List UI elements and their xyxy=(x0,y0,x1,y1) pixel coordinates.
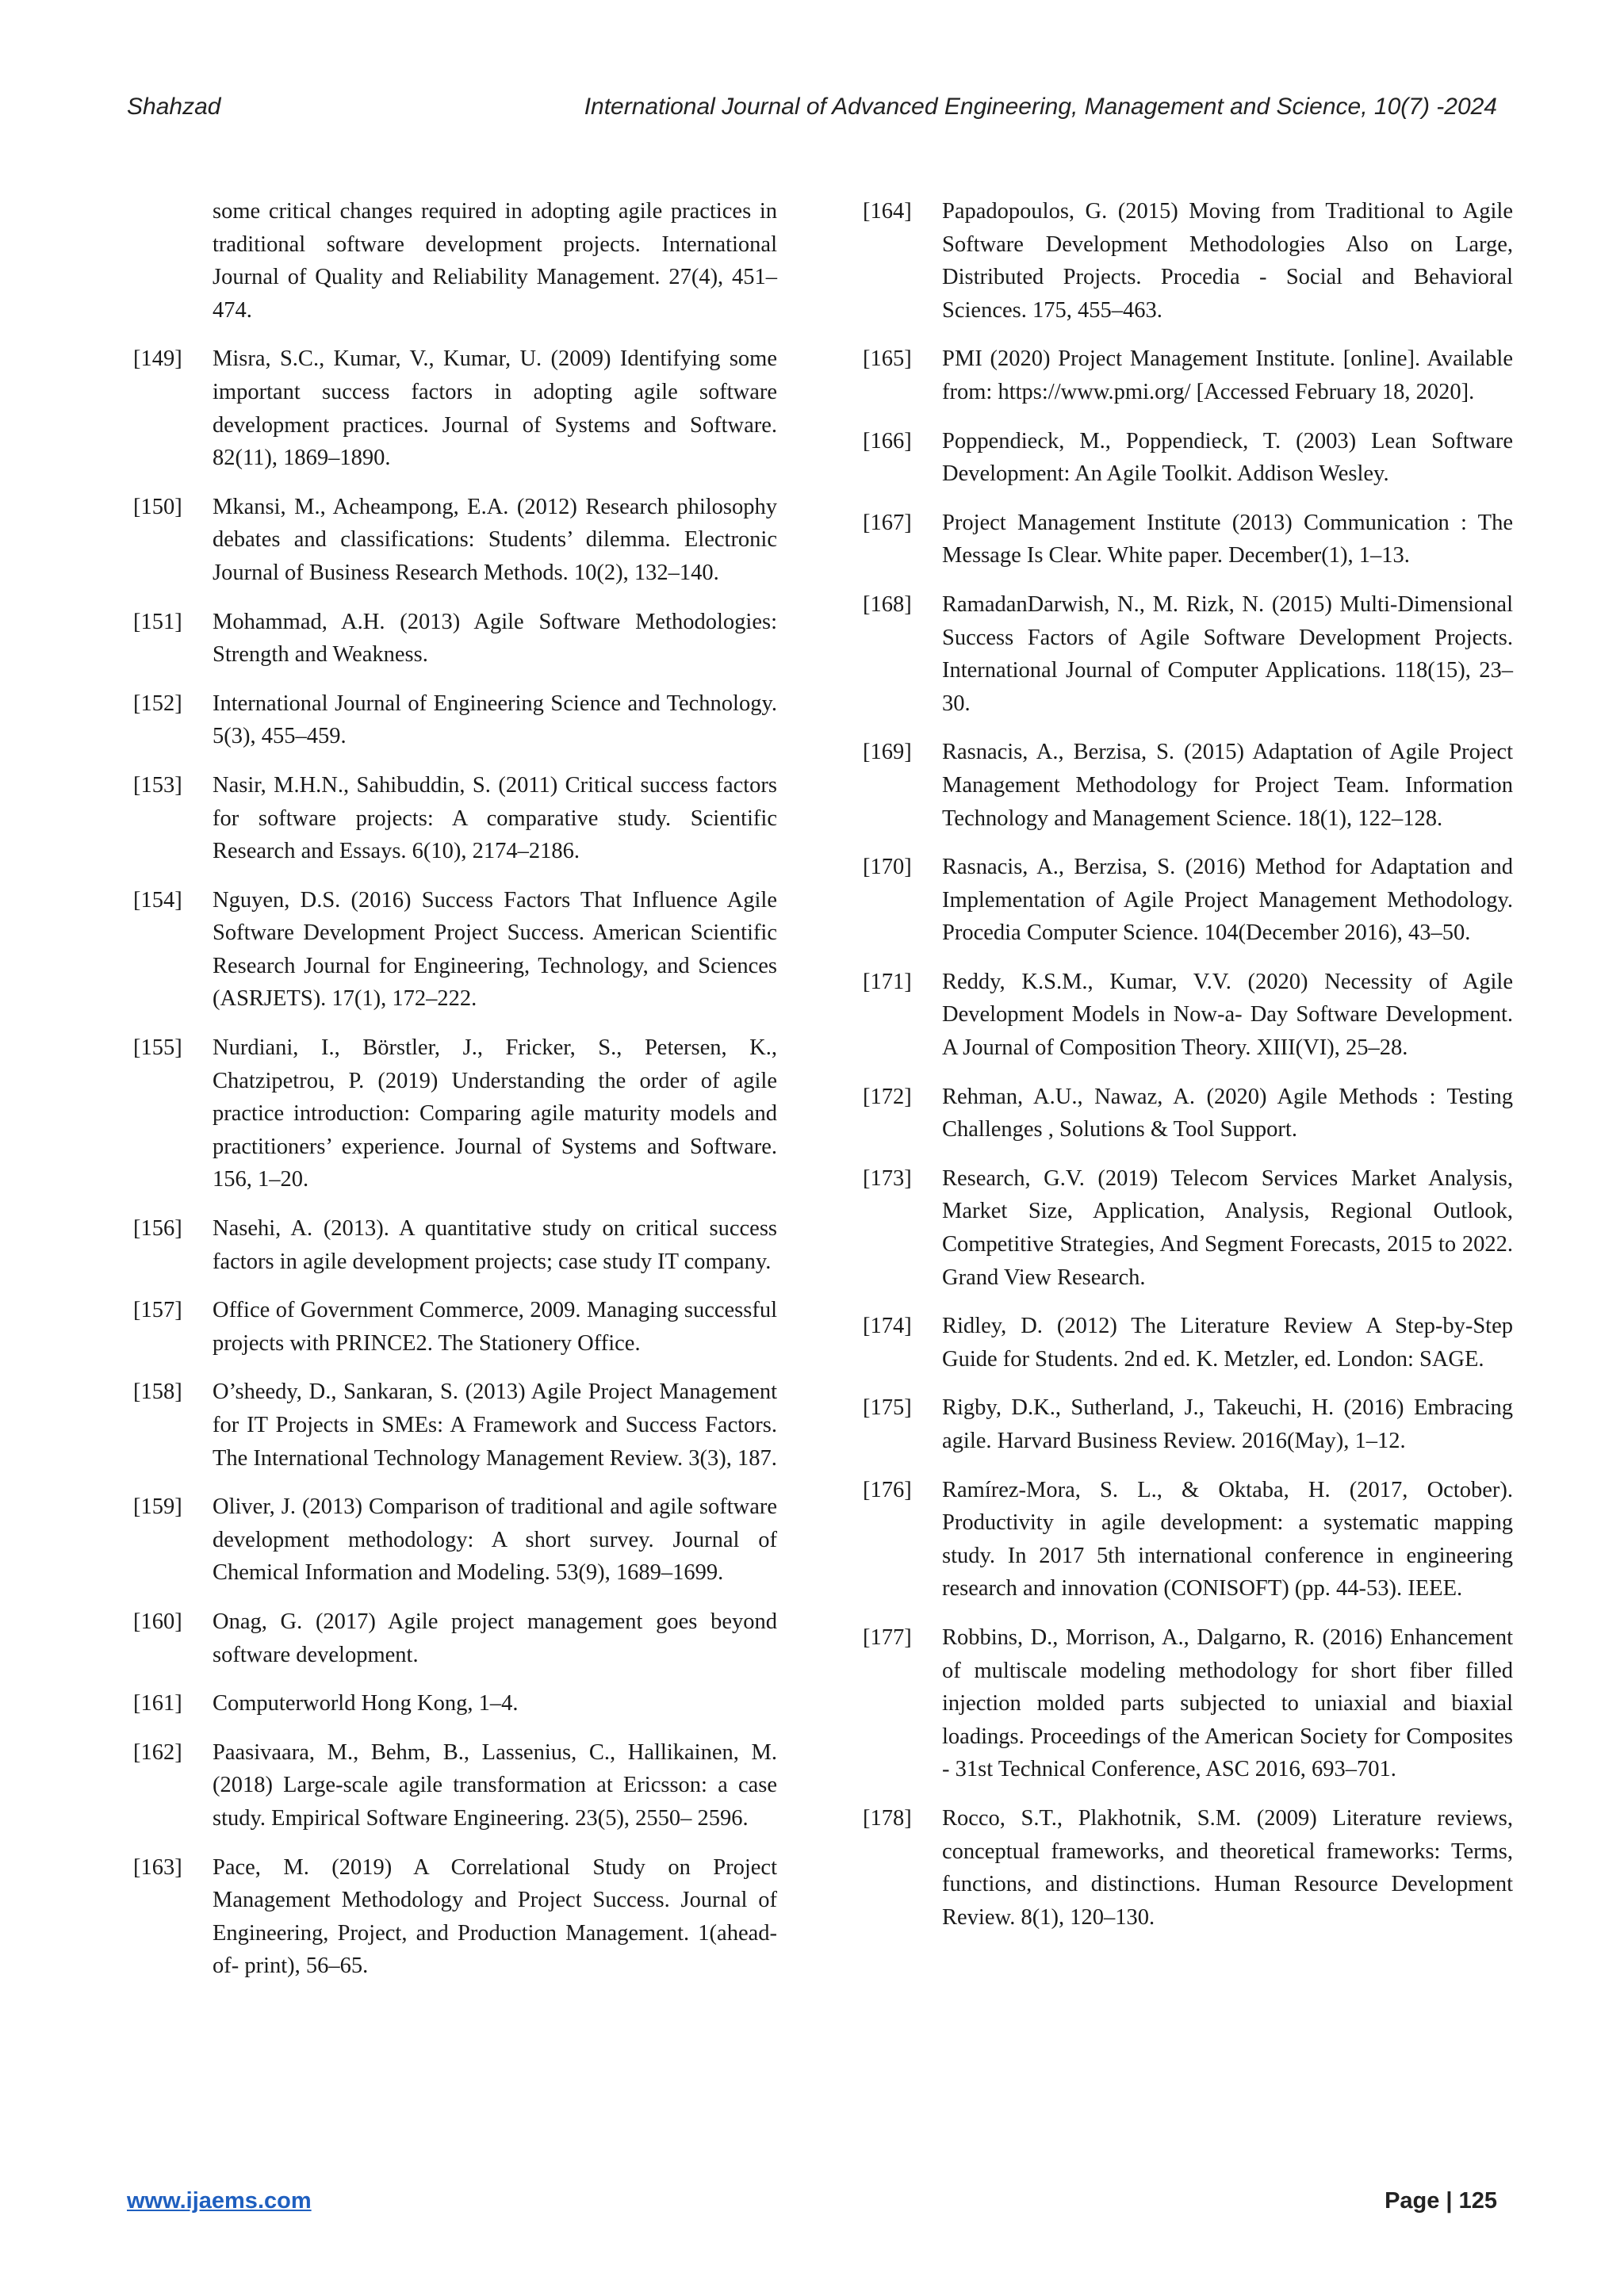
reference-text: Project Management Institute (2013) Communication : The Message Is Clear. White paper. December(1), 1–13. xyxy=(942,510,1513,568)
reference-entry xyxy=(213,195,777,327)
reference-entry xyxy=(863,1802,1513,1934)
reference-entry xyxy=(863,1621,1513,1786)
reference-entry xyxy=(863,1081,1513,1146)
reference-text: Paasivaara, M., Behm, B., Lassenius, C., Hallikainen, M. (2018) Large-scale agile transformation at Ericsson: a case study. Empirical Software Engineering. 23(5), 2550– 2596. xyxy=(213,1739,777,1831)
reference-number: [152] xyxy=(133,691,182,716)
reference-number: [159] xyxy=(133,1494,182,1520)
reference-entry xyxy=(133,687,777,753)
reference-entry xyxy=(133,606,777,672)
reference-text: Reddy, K.S.M., Kumar, V.V. (2020) Necessity of Agile Development Models in Now-a- Day Software Development. A Journal of Composition Theory. XIII(VI), 25–28. xyxy=(942,969,1513,1061)
reference-number: [157] xyxy=(133,1298,182,1323)
reference-number: [172] xyxy=(863,1084,912,1109)
reference-text: Robbins, D., Morrison, A., Dalgarno, R. (2016) Enhancement of multiscale modeling methodology for short fiber filled injection molded parts subjected to uniaxial and biaxial loadings. Proceedings of the American Society for Composites - 31st Technical Conference, ASC 2016, 693–701. xyxy=(942,1624,1513,1782)
references-right-column xyxy=(863,195,1513,1950)
reference-entry xyxy=(863,342,1513,408)
reference-entry xyxy=(133,1490,777,1590)
reference-text: Rocco, S.T., Plakhotnik, S.M. (2009) Literature reviews, conceptual frameworks, and theoretical frameworks: Terms, functions, and distinctions. Human Resource Development Review. 8(1), 120–130. xyxy=(942,1805,1513,1930)
reference-number: [176] xyxy=(863,1477,912,1502)
reference-text: Papadopoulos, G. (2015) Moving from Traditional to Agile Software Development Methodologies Also on Large, Distributed Projects. Procedia - Social and Behavioral Sciences. 175, 455–463. xyxy=(942,199,1513,323)
reference-text: Oliver, J. (2013) Comparison of traditional and agile software development methodology: A short survey. Journal of Chemical Information and Modeling. 53(9), 1689–1699. xyxy=(213,1494,777,1586)
reference-entry xyxy=(863,425,1513,491)
reference-number: [155] xyxy=(133,1035,182,1061)
reference-entry xyxy=(863,1391,1513,1457)
reference-number: [151] xyxy=(133,609,182,634)
reference-text: Misra, S.C., Kumar, V., Kumar, U. (2009) Identifying some important success factors in adopting agile software development practices. Journal of Systems and Software. 82(11), 1869–1890. xyxy=(213,346,777,471)
reference-number: [162] xyxy=(133,1739,182,1765)
reference-entry xyxy=(863,1162,1513,1294)
reference-entry xyxy=(133,1736,777,1835)
page-footer xyxy=(0,2188,1624,2228)
reference-entry xyxy=(133,1031,777,1196)
reference-entry xyxy=(863,1310,1513,1376)
page-header xyxy=(0,94,1624,133)
reference-text: Mkansi, M., Acheampong, E.A. (2012) Research philosophy debates and classifications: Students’ dilemma. Electronic Journal of Business Research Methods. 10(2), 132–140. xyxy=(213,494,777,585)
reference-entry xyxy=(133,342,777,474)
reference-entry xyxy=(863,1474,1513,1605)
reference-text: Poppendieck, M., Poppendieck, T. (2003) Lean Software Development: An Agile Toolkit. Addison Wesley. xyxy=(942,428,1513,487)
reference-number: [163] xyxy=(133,1854,182,1880)
reference-text: Rasnacis, A., Berzisa, S. (2016) Method for Adaptation and Implementation of Agile Project Management Methodology. Procedia Computer Science. 104(December 2016), 43–50. xyxy=(942,855,1513,946)
reference-text: some critical changes required in adopting agile practices in traditional software development projects. International Journal of Quality and Reliability Management. 27(4), 451–474. xyxy=(213,199,777,323)
header-author: Shahzad xyxy=(127,94,221,120)
reference-number: [154] xyxy=(133,887,182,913)
reference-number: [175] xyxy=(863,1395,912,1421)
reference-entry xyxy=(863,851,1513,950)
reference-entry xyxy=(133,1294,777,1360)
reference-entry xyxy=(133,1212,777,1278)
reference-entry xyxy=(133,491,777,590)
reference-text: Nasehi, A. (2013). A quantitative study on critical success factors in agile development projects; case study IT company. xyxy=(213,1216,777,1274)
reference-number: [149] xyxy=(133,346,182,372)
reference-text: Rigby, D.K., Sutherland, J., Takeuchi, H. (2016) Embracing agile. Harvard Business Review. 2016(May), 1–12. xyxy=(942,1395,1513,1453)
footer-website-link[interactable]: www.ijaems.com xyxy=(127,2188,312,2214)
reference-text: Ramírez-Mora, S. L., & Oktaba, H. (2017, October). Productivity in agile development: a systematic mapping study. In 2017 5th international conference in engineering research and innovation (CONISOFT) (pp. 44-53). IEEE. xyxy=(942,1477,1513,1601)
reference-text: PMI (2020) Project Management Institute. [online]. Available from: https://www.pmi.org/ [Accessed February 18, 2020]. xyxy=(942,346,1513,404)
reference-text: Pace, M. (2019) A Correlational Study on Project Management Methodology and Project Success. Journal of Engineering, Project, and Production Management. 1(ahead-of- print), 56–65. xyxy=(213,1854,777,1979)
reference-number: [173] xyxy=(863,1165,912,1191)
reference-number: [174] xyxy=(863,1314,912,1339)
reference-entry xyxy=(133,884,777,1016)
reference-entry xyxy=(863,966,1513,1065)
reference-text: Rehman, A.U., Nawaz, A. (2020) Agile Methods : Testing Challenges , Solutions & Tool Support. xyxy=(942,1084,1513,1142)
reference-text: Research, G.V. (2019) Telecom Services Market Analysis, Market Size, Application, Analysis, Regional Outlook, Competitive Strategies, And Segment Forecasts, 2015 to 2022. Grand View Research. xyxy=(942,1165,1513,1290)
reference-entry xyxy=(863,736,1513,835)
reference-number: [168] xyxy=(863,591,912,617)
reference-text: RamadanDarwish, N., M. Rizk, N. (2015) Multi-Dimensional Success Factors of Agile Software Development Projects. International Journal of Computer Applications. 118(15), 23–30. xyxy=(942,591,1513,716)
reference-number: [178] xyxy=(863,1805,912,1831)
reference-number: [167] xyxy=(863,510,912,535)
reference-text: Office of Government Commerce, 2009. Managing successful projects with PRINCE2. The Stationery Office. xyxy=(213,1298,777,1356)
reference-number: [164] xyxy=(863,199,912,224)
reference-entry xyxy=(133,1851,777,1983)
reference-entry xyxy=(133,1605,777,1671)
reference-text: Nasir, M.H.N., Sahibuddin, S. (2011) Critical success factors for software projects: A comparative study. Scientific Research and Essays. 6(10), 2174–2186. xyxy=(213,772,777,864)
reference-text: International Journal of Engineering Science and Technology. 5(3), 455–459. xyxy=(213,691,777,749)
reference-number: [160] xyxy=(133,1609,182,1634)
reference-entry xyxy=(863,588,1513,720)
reference-text: Nurdiani, I., Börstler, J., Fricker, S., Petersen, K., Chatzipetrou, P. (2019) Understanding the order of agile practice introduction: Comparing agile maturity models and practitioners’ experience. Journal of Systems and Software. 156, 1–20. xyxy=(213,1035,777,1192)
reference-number: [166] xyxy=(863,428,912,453)
reference-number: [170] xyxy=(863,855,912,880)
reference-entry xyxy=(133,1687,777,1720)
references-left-column xyxy=(133,195,777,1999)
reference-number: [158] xyxy=(133,1380,182,1405)
reference-text: Ridley, D. (2012) The Literature Review A Step-by-Step Guide for Students. 2nd ed. K. Metzler, ed. London: SAGE. xyxy=(942,1314,1513,1372)
reference-entry xyxy=(863,195,1513,327)
reference-text: Nguyen, D.S. (2016) Success Factors That Influence Agile Software Development Project Success. American Scientific Research Journal for Engineering, Technology, and Sciences (ASRJETS). 17(1), 172–222. xyxy=(213,887,777,1012)
reference-number: [177] xyxy=(863,1624,912,1650)
reference-text: Computerworld Hong Kong, 1–4. xyxy=(213,1691,519,1716)
reference-number: [165] xyxy=(863,346,912,372)
reference-text: Mohammad, A.H. (2013) Agile Software Methodologies: Strength and Weakness. xyxy=(213,609,777,668)
reference-number: [161] xyxy=(133,1691,182,1716)
reference-number: [171] xyxy=(863,969,912,994)
footer-page-number: Page | 125 xyxy=(1385,2188,1497,2214)
reference-text: Rasnacis, A., Berzisa, S. (2015) Adaptation of Agile Project Management Methodology for Project Team. Information Technology and Management Science. 18(1), 122–128. xyxy=(942,740,1513,831)
reference-entry xyxy=(133,1376,777,1475)
header-journal-title: International Journal of Advanced Engineering, Management and Science, 10(7) -2024 xyxy=(584,94,1497,120)
reference-entry xyxy=(863,507,1513,572)
reference-entry xyxy=(133,769,777,868)
reference-text: Onag, G. (2017) Agile project management goes beyond software development. xyxy=(213,1609,777,1667)
reference-number: [156] xyxy=(133,1216,182,1242)
reference-number: [150] xyxy=(133,494,182,519)
reference-text: O’sheedy, D., Sankaran, S. (2013) Agile Project Management for IT Projects in SMEs: A Framework and Success Factors. The International Technology Management Review. 3(3), 187. xyxy=(213,1380,777,1471)
reference-number: [153] xyxy=(133,772,182,798)
reference-number: [169] xyxy=(863,740,912,765)
